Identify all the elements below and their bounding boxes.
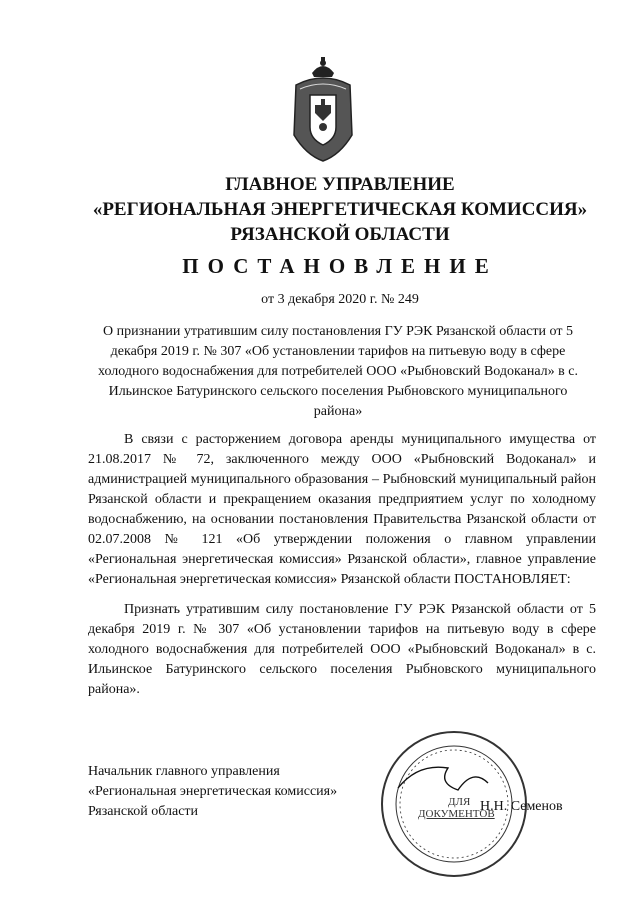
authority-name-line2: «РЕГИОНАЛЬНАЯ ЭНЕРГЕТИЧЕСКАЯ КОМИССИЯ»: [92, 199, 588, 220]
document-type-title: ПОСТАНОВЛЕНИЕ: [182, 254, 498, 278]
signatory-title: [88, 762, 337, 822]
signatory-name: Н.Н. Семенов: [480, 799, 563, 814]
signatory-title-line2: «Региональная энергетическая комиссия»: [88, 784, 338, 799]
preamble-paragraph: В связи с расторжением договора аренды муниципального имущества от 21.08.2017 № 72, заключенного между ООО «Рыбновский Водоканал» и администрацией муниципального образования – Рыбновский муниципальный район Рязанской области и прекращением оказания предприятием услуг по холодному водоснабжению, на основании постановления Правительства Рязанской области от 02.07.2008 № 121 «Об утверждении положения о главном управлении «Региональная энергетическая комиссия» Рязанской области», главное управление «Региональная энергетическая комиссия» Рязанской области ПОСТАНОВЛЯЕТ:: [88, 432, 596, 587]
seal-label-line1: ДЛЯ: [448, 796, 471, 808]
signatory-title-line3: Рязанской области: [88, 804, 199, 819]
authority-name-line1: ГЛАВНОЕ УПРАВЛЕНИЕ: [225, 174, 455, 195]
decree-subject: О признании утратившим силу постановления ГУ РЭК Рязанской области от 5 декабря 2019 г. № 307 «Об установлении тарифов на питьевую воду в сфере холодного водоснабжения для потребителей ООО «Рыбновский Водоканал» в с. Ильинское Батуринского сельского поселения Рыбновского муниципального района»: [98, 324, 578, 419]
seal-label-line2: ДОКУМЕНТОВ: [418, 808, 495, 820]
authority-name-line3: РЯЗАНСКОЙ ОБЛАСТИ: [230, 224, 450, 245]
coat-of-arms-icon: [290, 55, 356, 165]
signatory-title-line1: Начальник главного управления: [88, 764, 280, 779]
operative-paragraph: Признать утратившим силу постановление ГУ РЭК Рязанской области от 5 декабря 2019 г. № 307 «Об установлении тарифов на питьевую воду в сфере холодного водоснабжения для потребителей ООО «Рыбновский Водоканал» в с. Ильинское Батуринского сельского поселения Рыбновского муниципального района».: [88, 602, 596, 697]
decree-date-number: от 3 декабря 2020 г. № 249: [261, 292, 419, 307]
